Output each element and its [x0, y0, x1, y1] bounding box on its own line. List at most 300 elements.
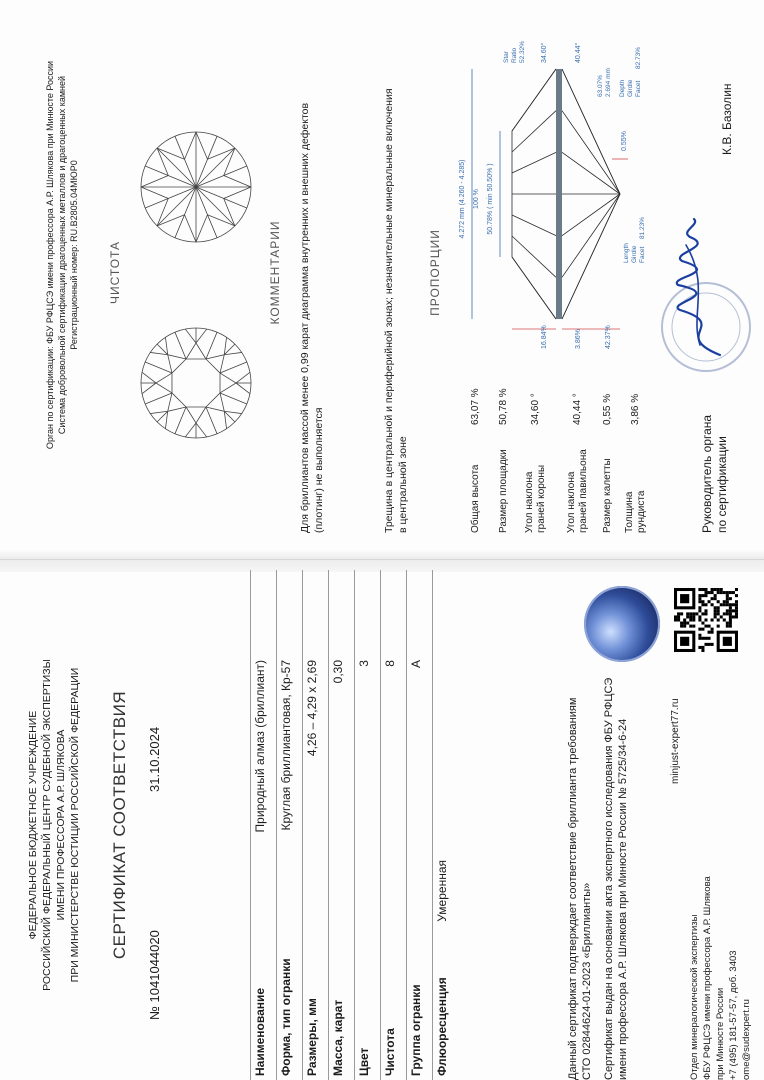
upper-girdle-edge [157, 344, 168, 355]
org-line: РОССИЙСКИЙ ФЕДЕРАЛЬНЫЙ ЦЕНТР СУДЕБНОЙ ЭКСПЕРТИЗЫ [41, 659, 53, 991]
pavilion-facet-line [562, 194, 620, 277]
certificate-number: № 1041044020 [147, 930, 162, 1020]
lower-girdle-facet [224, 187, 251, 226]
department-line: ФБУ РФЦСЭ имени профессора А.Р. Шлякова [702, 876, 713, 1080]
depth-facet-label: 82.73% [635, 46, 642, 69]
qr-module [698, 606, 701, 609]
qr-module [704, 612, 707, 615]
clarity-pavilion-diagram [136, 127, 256, 247]
crown-angle-label: 34.60° [541, 42, 548, 63]
upper-girdle-edge [185, 329, 196, 343]
qr-module [698, 600, 701, 603]
prop-row-label [624, 491, 648, 533]
qr-module [680, 622, 683, 625]
qr-module [735, 612, 738, 615]
qr-module [723, 612, 726, 615]
lower-girdle-label: Girdle [631, 245, 638, 263]
qr-module [698, 618, 701, 621]
department-line: при Минюсте России [715, 987, 726, 1080]
qr-module [692, 612, 695, 615]
qr-module [714, 594, 717, 597]
qr-module [708, 637, 711, 640]
girdle-label: 3.86% [575, 329, 582, 349]
qr-module [689, 612, 692, 615]
qr-module [729, 606, 732, 609]
qr-module [683, 622, 686, 625]
lower-girdle-facet [141, 148, 168, 187]
upper-girdle-edge [224, 411, 241, 413]
qr-module [735, 600, 738, 603]
table-rule [302, 570, 303, 1080]
qr-module [701, 622, 704, 625]
note-line: (плотинг) не выполняется [313, 407, 325, 533]
qr-module [677, 612, 680, 615]
kite-edge [206, 407, 217, 434]
qr-module [726, 591, 729, 594]
crown-facet-line [512, 152, 556, 173]
table-rule [328, 570, 329, 1080]
qr-module [732, 615, 735, 618]
qr-module [711, 643, 714, 646]
qr-module [732, 603, 735, 606]
diameter-pct-label: 100 % [473, 189, 480, 209]
upper-girdle-edge [236, 383, 250, 394]
qr-module [726, 622, 729, 625]
qr-module [708, 600, 711, 603]
issuer-line: Система добровольной сертификации драгоценных металлов и драгоценных камней [57, 75, 67, 435]
prop-label: Наименование [253, 987, 267, 1076]
prop-row-label: Размер площадки [498, 449, 509, 533]
qr-module [729, 591, 732, 594]
qr-module [726, 600, 729, 603]
department-line: +7 (495) 181-57-57, доб. 3403 [728, 950, 739, 1080]
qr-module [683, 625, 686, 628]
qr-module [729, 625, 732, 628]
label-part: граней павильона [578, 449, 589, 533]
table-rule [276, 570, 277, 1080]
qr-finder [680, 594, 689, 603]
comments-heading: КОММЕНТАРИИ [268, 220, 282, 325]
qr-module [723, 618, 726, 621]
qr-module [735, 615, 738, 618]
qr-module [698, 634, 701, 637]
qr-module [714, 609, 717, 612]
prop-value: 8 [383, 660, 397, 667]
qr-module [698, 637, 701, 640]
qr-module [735, 588, 738, 591]
depth-facet-label: Facet [635, 80, 642, 97]
qr-module [711, 628, 714, 631]
qr-module [726, 603, 729, 606]
qr-module [735, 594, 738, 597]
label-part: рундиста [636, 490, 647, 533]
prop-value: А [409, 660, 423, 669]
upper-girdle-edge [185, 423, 196, 437]
qr-module [698, 594, 701, 597]
qr-module [692, 618, 695, 621]
qr-module [698, 615, 701, 618]
qr-module [698, 588, 701, 591]
qr-module [717, 606, 720, 609]
prop-value: 4,26 – 4,29 x 2,69 [305, 660, 319, 757]
pavilion-depth-label: 42.37% [605, 325, 612, 349]
certificate-front-panel [0, 570, 764, 1080]
qr-module [704, 625, 707, 628]
upper-girdle-edge [142, 372, 156, 383]
qr-module [698, 646, 701, 649]
upper-girdle-edge [150, 352, 167, 354]
qr-module [717, 609, 720, 612]
compliance-line: СТО 02844624-01-2023 «Бриллианты» [581, 882, 593, 1080]
pavilion-facet-line [562, 194, 620, 319]
qr-module [720, 588, 723, 591]
qr-module [711, 603, 714, 606]
table-rule [380, 570, 381, 1080]
qr-module [686, 622, 689, 625]
kite-edge [175, 332, 186, 359]
qr-module [729, 597, 732, 600]
qr-module [704, 618, 707, 621]
proportions-heading: ПРОПОРЦИИ [428, 229, 442, 316]
qr-module [723, 603, 726, 606]
prop-row-value: 40,44 ° [572, 393, 583, 425]
qr-module [701, 646, 704, 649]
star-facet [206, 355, 224, 373]
diameter-label: 4.272 mm (4.260 - 4.285) [459, 159, 466, 239]
lower-girdle-facet [196, 132, 235, 159]
compliance-line: Сертификат выдан на основании акта экспертного исследования ФБУ РФЦСЭ [603, 677, 615, 1080]
lower-girdle-label: Length [623, 243, 630, 263]
kite-edge [206, 332, 217, 359]
qr-module [701, 588, 704, 591]
star-facet [206, 393, 224, 411]
lower-girdle-facet [196, 215, 235, 242]
star-facet [168, 355, 186, 373]
star-ratio-label: Ratio [511, 47, 518, 63]
prop-row-value: 34,60 ° [530, 393, 541, 425]
comment-line: Трещина в центральной и периферийной зонах; незначительные минеральные включения [383, 88, 395, 533]
qr-module [711, 618, 714, 621]
qr-module [717, 625, 720, 628]
prop-row-label: Общая высота [470, 464, 481, 533]
certificate-title: СЕРТИФИКАТ СООТВЕТСТВИЯ [110, 690, 129, 960]
upper-girdle-edge [196, 329, 207, 343]
prop-label: Группа огранки [409, 984, 423, 1076]
star-facet [168, 393, 186, 411]
prop-row-value: 0,55 % [602, 393, 613, 425]
qr-module [704, 643, 707, 646]
org-line: ПРИ МИНИСТЕРСТВЕ ЮСТИЦИИ РОССИЙСКОЙ ФЕДЕРАЦИИ [69, 667, 81, 983]
label-part: граней короны [536, 464, 547, 533]
qr-module [701, 603, 704, 606]
upper-girdle-edge [150, 411, 167, 413]
crown-height-label: 16.84% [541, 325, 548, 349]
upper-girdle-edge [224, 411, 235, 422]
comments-text [382, 88, 410, 533]
qr-module [726, 625, 729, 628]
qr-module [704, 603, 707, 606]
table-rule [432, 570, 433, 1080]
department-line: ome@sudexpert.ru [741, 999, 752, 1080]
prop-label: Форма, тип огранки [279, 958, 293, 1076]
upper-girdle-edge [157, 411, 168, 422]
prop-row-value: 63,07 % [470, 388, 481, 425]
qr-module [692, 615, 695, 618]
kite-edge [145, 362, 172, 373]
pavilion-main-edge [196, 148, 235, 187]
role-line: Руководитель органа [700, 414, 714, 533]
qr-module [701, 649, 704, 652]
org-line: ИМЕНИ ПРОФЕССОРА А.Р. ШЛЯКОВА [55, 729, 67, 921]
qr-module [726, 609, 729, 612]
table-rule [406, 570, 407, 1080]
qr-module [704, 594, 707, 597]
qr-module [729, 622, 732, 625]
lower-girdle-label: Facet [639, 246, 646, 263]
pavilion-main-edge [196, 187, 235, 226]
qr-module [720, 591, 723, 594]
issuer-line: Орган по сертификации: ФБУ РФЦСЭ имени профессора А.Р. Шлякова при Минюсте России [45, 60, 55, 450]
culet-label: 0.55% [621, 131, 628, 151]
qr-module [701, 612, 704, 615]
qr-module [698, 609, 701, 612]
certificate-date: 31.10.2024 [147, 726, 162, 792]
qr-module [686, 615, 689, 618]
qr-module [735, 603, 738, 606]
prop-row-value: 50,78 % [498, 388, 509, 425]
upper-girdle-edge [142, 383, 156, 394]
qr-module [714, 615, 717, 618]
qr-module [683, 618, 686, 621]
qr-module [692, 625, 695, 628]
qr-module [680, 625, 683, 628]
qr-module [717, 591, 720, 594]
upper-girdle-edge [165, 411, 167, 428]
qr-module [717, 600, 720, 603]
qr-module [726, 612, 729, 615]
qr-module [720, 615, 723, 618]
issuer-info [44, 25, 80, 485]
upper-girdle-edge [196, 423, 207, 437]
star-facet [186, 343, 206, 359]
prop-value: Природный алмаз (бриллиант) [253, 660, 267, 833]
prop-label: Чистота [383, 1028, 397, 1076]
qr-module [695, 612, 698, 615]
qr-module [701, 637, 704, 640]
lower-girdle-label: 81.23% [639, 216, 646, 239]
upper-girdle-edge [224, 411, 226, 428]
prop-row-value: 3,86 % [630, 393, 641, 425]
qr-module [689, 625, 692, 628]
qr-module [723, 591, 726, 594]
org-header [26, 640, 82, 1010]
star-facet [156, 373, 172, 393]
label-part: Толщина [624, 491, 635, 533]
qr-module [729, 603, 732, 606]
qr-module [704, 588, 707, 591]
kite-edge [175, 407, 186, 434]
qr-module [729, 609, 732, 612]
qr-module [717, 588, 720, 591]
department-line: Отдел минералогической экспертизы [689, 914, 700, 1080]
crown-facet-line [512, 236, 556, 277]
proportion-diagram [452, 29, 652, 359]
qr-module [717, 612, 720, 615]
qr-module [701, 594, 704, 597]
crown-facet-line [512, 69, 556, 131]
girdle-band [556, 69, 562, 319]
depth-facet-label: Girdle [627, 79, 634, 97]
org-line: ФЕДЕРАЛЬНОЕ БЮДЖЕТНОЕ УЧРЕЖДЕНИЕ [27, 710, 39, 940]
qr-module [711, 588, 714, 591]
prop-row-label: Размер калетты [602, 458, 613, 533]
qr-module [726, 597, 729, 600]
prop-value: 3 [357, 660, 371, 667]
prop-label: Цвет [357, 1047, 371, 1076]
qr-module [686, 612, 689, 615]
crown-facet-line [512, 111, 556, 152]
qr-module [723, 600, 726, 603]
qr-module [735, 606, 738, 609]
kite-edge [145, 393, 172, 404]
signature-role [700, 415, 730, 533]
qr-module [711, 597, 714, 600]
pavilion-angle-label: 40.44° [575, 42, 582, 63]
qr-module [698, 597, 701, 600]
compliance-line: имени профессора А.Р. Шлякова при Минюсте России № 5725/34-6-24 [617, 718, 629, 1080]
qr-module [729, 615, 732, 618]
proportions-table [458, 383, 654, 533]
qr-module [677, 618, 680, 621]
qr-finder [723, 637, 732, 646]
prop-row-label [524, 465, 548, 533]
star-ratio-label: Star [503, 51, 510, 63]
department-info [688, 876, 753, 1080]
qr-module [701, 600, 704, 603]
qr-module [729, 612, 732, 615]
qr-module [704, 609, 707, 612]
comments-note [298, 103, 326, 533]
website-link[interactable]: minjust-expert77.ru [670, 698, 681, 784]
table-label: 50.78% ( min 50.50% ) [487, 163, 494, 235]
qr-module [698, 628, 701, 631]
qr-module [708, 625, 711, 628]
lower-girdle-facet [224, 148, 251, 187]
lower-girdle-facet [157, 215, 196, 242]
qr-module [732, 591, 735, 594]
qr-module [720, 603, 723, 606]
qr-module [701, 628, 704, 631]
qr-module [680, 612, 683, 615]
pavilion-facet-line [562, 194, 620, 236]
qr-module [708, 591, 711, 594]
qr-module [689, 615, 692, 618]
label-part: Угол наклона [566, 471, 577, 533]
official-stamp-icon [658, 279, 754, 375]
upper-girdle-edge [236, 372, 250, 383]
crown-facet-line [512, 257, 556, 319]
prop-value: 0,30 [331, 660, 345, 684]
qr-module [717, 618, 720, 621]
qr-module [729, 618, 732, 621]
label-part: Угол наклона [524, 471, 535, 533]
qr-module [708, 631, 711, 634]
role-line: по сертификации [715, 436, 729, 533]
clarity-crown-diagram [136, 323, 256, 443]
qr-module [711, 591, 714, 594]
qr-module [674, 618, 677, 621]
depth-label: 63.07% [597, 74, 604, 97]
issuer-line: Регистрационный номер: RU.B2805.04МЮР0 [69, 160, 79, 350]
signatory-name: К.В. Базолин [720, 83, 734, 155]
qr-module [732, 609, 735, 612]
pavilion-facet-line [562, 111, 620, 194]
hologram-seal-icon [584, 586, 660, 662]
qr-module [708, 643, 711, 646]
table-rule [250, 570, 251, 1080]
star-facet [186, 407, 206, 423]
star-facet [220, 373, 236, 393]
lower-girdle-facet [157, 132, 196, 159]
qr-module [704, 591, 707, 594]
prop-row-label [566, 449, 590, 533]
fold-crease [0, 559, 764, 560]
prop-label: Масса, карат [331, 999, 345, 1076]
comment-line: в центральной зоне [397, 436, 409, 533]
pavilion-main-edge [157, 187, 196, 226]
qr-module [714, 612, 717, 615]
kite-edge [220, 362, 247, 373]
qr-module [714, 588, 717, 591]
qr-module [689, 618, 692, 621]
table-rule [354, 570, 355, 1080]
depth-facet-label: Depth [619, 79, 626, 97]
compliance-line: Данный сертификат подтверждает соответствие бриллианта требованиям [567, 697, 579, 1080]
qr-module [711, 631, 714, 634]
prop-label: Размеры, мм [305, 998, 319, 1076]
compliance-text [566, 678, 630, 1080]
star-ratio-label: 52.32% [519, 40, 526, 63]
upper-girdle-edge [224, 337, 226, 354]
page-fold [0, 548, 764, 572]
qr-code-icon [674, 588, 738, 652]
qr-finder [680, 637, 689, 646]
qr-module [726, 594, 729, 597]
upper-girdle-edge [165, 337, 167, 354]
prop-value: Умеренная [435, 860, 449, 922]
upper-girdle-edge [224, 352, 241, 354]
crown-facet-line [512, 215, 556, 236]
note-line: Для бриллиантов массой менее 0,99 карат диаграмма внутренних и внешних дефектов [299, 102, 311, 533]
depth-label: 2.694 mm [605, 68, 612, 97]
prop-value: Круглая бриллиантовая, Кр-57 [279, 660, 293, 831]
upper-girdle-edge [224, 344, 235, 355]
qr-module [735, 609, 738, 612]
properties-table [250, 570, 450, 1080]
pavilion-facet-line [562, 152, 620, 194]
qr-module [677, 615, 680, 618]
lower-girdle-facet [141, 187, 168, 226]
clarity-heading: ЧИСТОТА [108, 241, 122, 304]
pavilion-main-edge [157, 148, 196, 187]
qr-module [704, 637, 707, 640]
qr-module [714, 606, 717, 609]
table-facet [172, 359, 220, 407]
qr-module [714, 597, 717, 600]
prop-label: Флюоресценция [435, 977, 449, 1076]
kite-edge [220, 393, 247, 404]
qr-module [674, 615, 677, 618]
